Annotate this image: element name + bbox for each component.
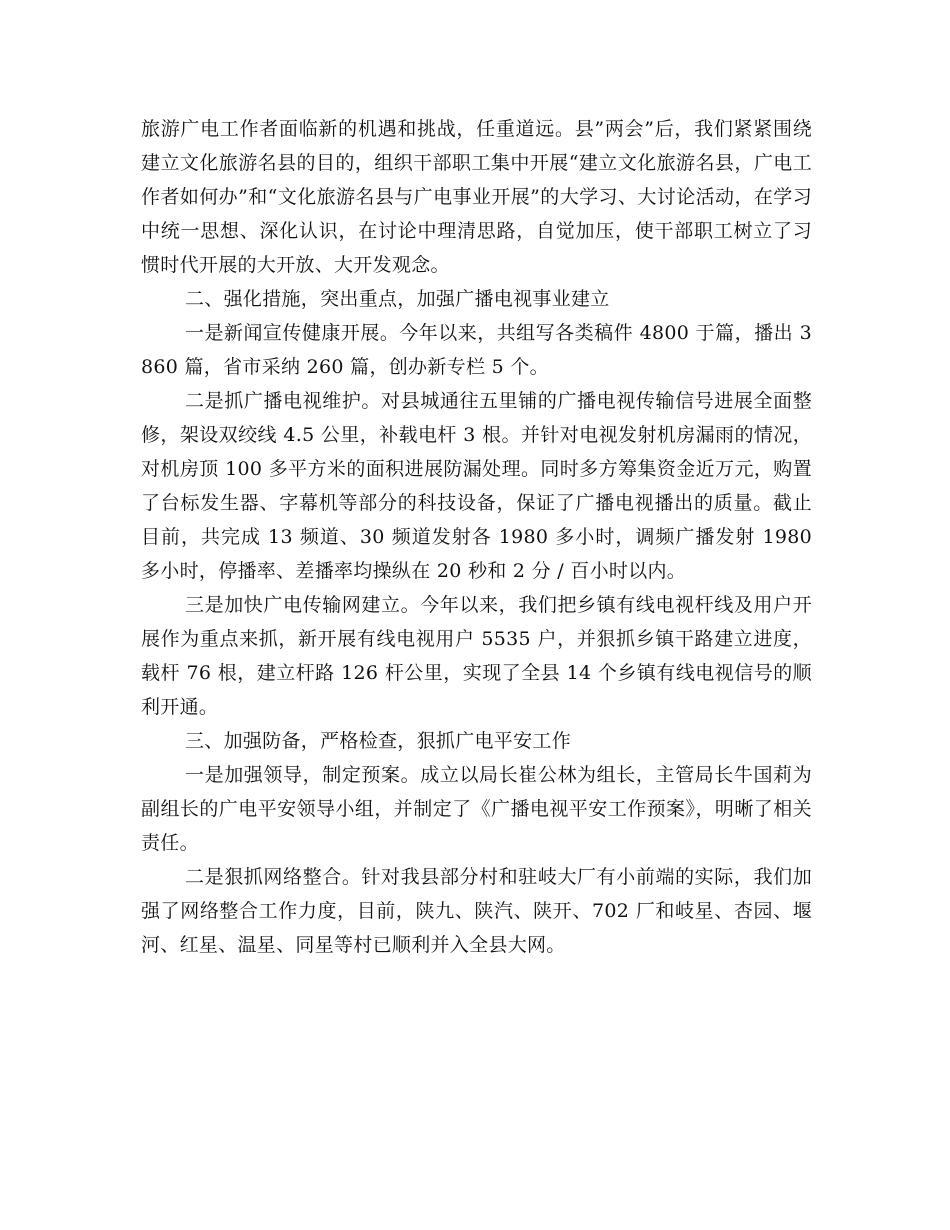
paragraph-transmission-network: 三是加快广电传输网建立。今年以来，我们把乡镇有线电视杆线及用户开展作为重点来抓，新开展有线电视用户 5535 户，并狠抓乡镇干路建立进度，载杆 76 根，建立杆路 126 杆公里，实现了全县 14 个乡镇有线电视信号的顺利开通。 (141, 594, 812, 718)
paragraph-network-integration: 二是狠抓网络整合。针对我县部分村和驻岐大厂有小前端的实际，我们加强了网络整合工作力度，目前，陕九、陕汽、陕开、702 厂和岐星、杏园、堰河、红星、温星、同星等村已顺利并入全县大网。 (141, 866, 812, 956)
section-heading-two: 二、强化措施，突出重点，加强广播电视事业建立 (185, 288, 610, 310)
paragraph-broadcast-maintenance: 二是抓广播电视维护。对县城通往五里铺的广播电视传输信号进展全面整修，架设双绞线 4.5 公里，补载电杆 3 根。并针对电视发射机房漏雨的情况，对机房顶 100 多平方米的面积进展防漏处理。同时多方筹集资金近万元，购置了台标发生器、字幕机等部分的科技设备，保证了广播电视播出的质量。截止目前，共完成 13 频道、30 频道发射各 1980 多小时，调频广播发射 1980 多小时，停播率、差播率均操纵在 20 秒和 2 分 / 百小时以内。 (141, 390, 812, 582)
paragraph-intro-continuation: 旅游广电工作者面临新的机遇和挑战，任重道远。县”两会”后，我们紧紧围绕建立文化旅游名县的目的，组织干部职工集中开展“建立文化旅游名县，广电工作者如何办”和“文化旅游名县与广电事业开展”的大学习、大讨论活动，在学习中统一思想、深化认识，在讨论中理清思路，自觉加压，使干部职工树立了习惯时代开展的大开放、大开发观念。 (141, 118, 812, 276)
paragraph-news-publicity: 一是新闻宣传健康开展。今年以来，共组写各类稿件 4800 于篇，播出 3860 篇，省市采纳 260 篇，创办新专栏 5 个。 (141, 322, 812, 378)
paragraph-leadership-plan: 一是加强领导，制定预案。成立以局长崔公林为组长，主管局长牛国莉为副组长的广电平安领导小组，并制定了《广播电视平安工作预案》，明晰了相关责任。 (141, 764, 812, 854)
section-heading-three: 三、加强防备，严格检查，狠抓广电平安工作 (185, 730, 572, 752)
